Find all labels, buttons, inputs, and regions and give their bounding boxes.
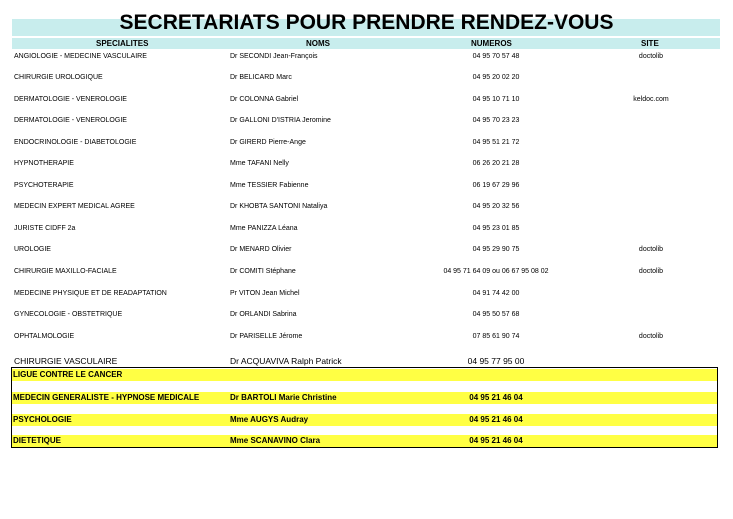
cell-numero: 04 95 23 01 85 [472, 225, 520, 232]
cell-specialite: DERMATOLOGIE - VENEROLOGIE [14, 96, 127, 103]
cell-nom: Dr ACQUAVIVA Ralph Patrick [230, 356, 342, 366]
ligue-row [12, 392, 717, 404]
cell-nom: Mme PANIZZA Léana [230, 225, 298, 232]
page-title: SECRETARIATS POUR PRENDRE RENDEZ-VOUS [119, 11, 614, 34]
table-row [12, 50, 720, 64]
cell-specialite: DIETETIQUE [13, 436, 62, 445]
cell-nom: Dr GALLONI D'ISTRIA Jeromine [230, 117, 331, 124]
table-row [12, 308, 720, 322]
cell-specialite: JURISTE CIDFF 2a [14, 225, 76, 232]
table-row [12, 200, 720, 214]
cell-nom: Mme TAFANI Nelly [230, 160, 289, 167]
cell-nom: Mme AUGYS Audray [230, 415, 309, 424]
cell-numero: 04 95 21 46 04 [469, 436, 523, 445]
cell-specialite: ANGIOLOGIE - MEDECINE VASCULAIRE [14, 53, 147, 60]
cell-specialite: MEDECIN GENERALISTE - HYPNOSE MEDICALE [13, 393, 200, 402]
cell-specialite: CHIRURGIE UROLOGIQUE [14, 74, 103, 81]
table-row [12, 265, 720, 279]
cell-nom: Dr COMITI Stéphane [230, 268, 296, 275]
table-row [12, 136, 720, 150]
cell-numero: 07 85 61 90 74 [472, 333, 520, 340]
cell-numero: 04 95 21 46 04 [469, 393, 523, 402]
cell-specialite: PSYCHOLOGIE [13, 415, 72, 424]
cell-nom: Pr VITON Jean Michel [230, 290, 300, 297]
cell-numero: 04 95 70 23 23 [472, 117, 520, 124]
table-row [12, 157, 720, 171]
header-numeros: NUMEROS [471, 39, 512, 48]
table-row [12, 179, 720, 193]
cell-specialite: CHIRURGIE MAXILLO-FACIALE [14, 268, 117, 275]
table-row [12, 243, 720, 257]
cell-nom: Dr COLONNA Gabriel [230, 96, 299, 103]
cell-numero: 04 95 29 90 75 [472, 246, 520, 253]
ligue-title-row [12, 369, 717, 381]
cell-specialite: CHIRURGIE VASCULAIRE [14, 356, 118, 366]
ligue-title: LIGUE CONTRE LE CANCER [13, 370, 123, 379]
cell-numero: 04 95 50 57 68 [472, 311, 520, 318]
cell-specialite: MEDECINE PHYSIQUE ET DE READAPTATION [14, 290, 167, 297]
cell-numero: 04 95 20 02 20 [472, 74, 520, 81]
table-header [12, 38, 720, 49]
cell-specialite: MEDECIN EXPERT MEDICAL AGREE [14, 203, 135, 210]
table-row [12, 287, 720, 301]
cell-site: doctolib [638, 53, 664, 60]
cell-numero: 04 95 51 21 72 [472, 139, 520, 146]
table-row [12, 71, 720, 85]
header-specialites: SPECIALITES [96, 39, 149, 48]
cell-nom: Dr GIRERD Pierre-Ange [230, 139, 306, 146]
table-row [12, 222, 720, 236]
cell-nom: Dr PARISELLE Jérome [230, 333, 303, 340]
cell-numero: 04 95 70 57 48 [472, 53, 520, 60]
cell-numero: 04 95 10 71 10 [472, 96, 520, 103]
cell-specialite: DERMATOLOGIE - VENEROLOGIE [14, 117, 127, 124]
table-row [12, 330, 720, 344]
cell-numero: 04 95 21 46 04 [469, 415, 523, 424]
cell-specialite: OPHTALMOLOGIE [14, 333, 75, 340]
cell-numero: 06 26 20 21 28 [472, 160, 520, 167]
cell-nom: Mme TESSIER Fabienne [230, 182, 309, 189]
cell-numero: 04 95 20 32 56 [472, 203, 520, 210]
header-noms: NOMS [306, 39, 330, 48]
table-row [12, 114, 720, 128]
cell-specialite: ENDOCRINOLOGIE - DIABETOLOGIE [14, 139, 137, 146]
cell-nom: Dr SECONDI Jean-François [230, 53, 318, 60]
table-row [12, 93, 720, 107]
cell-numero: 04 95 71 64 09 ou 06 67 95 08 02 [443, 268, 549, 275]
cell-nom: Dr BARTOLI Marie Christine [230, 393, 337, 402]
cell-specialite: HYPNOTHERAPIE [14, 160, 74, 167]
cell-nom: Dr MENARD Olivier [230, 246, 292, 253]
ligue-row [12, 435, 717, 447]
header-site: SITE [641, 39, 659, 48]
cell-nom: Dr ORLANDI Sabrina [230, 311, 297, 318]
cell-site: keldoc.com [633, 96, 669, 103]
cell-nom: Dr KHOBTA SANTONI Nataliya [230, 203, 328, 210]
cell-nom: Mme SCANAVINO Clara [230, 436, 321, 445]
table-row-vasculaire [12, 354, 720, 368]
ligue-row [12, 414, 717, 426]
cell-numero: 04 95 77 95 00 [467, 356, 525, 366]
cell-specialite: GYNECOLOGIE - OBSTETRIQUE [14, 311, 123, 318]
cell-numero: 04 91 74 42 00 [472, 290, 520, 297]
cell-specialite: UROLOGIE [14, 246, 51, 253]
cell-nom: Dr BELICARD Marc [230, 74, 292, 81]
cell-specialite: PSYCHOTERAPIE [14, 182, 74, 189]
cell-numero: 06 19 67 29 96 [472, 182, 520, 189]
cell-site: doctolib [638, 333, 664, 340]
cell-site: doctolib [638, 268, 664, 275]
cell-site: doctolib [638, 246, 664, 253]
